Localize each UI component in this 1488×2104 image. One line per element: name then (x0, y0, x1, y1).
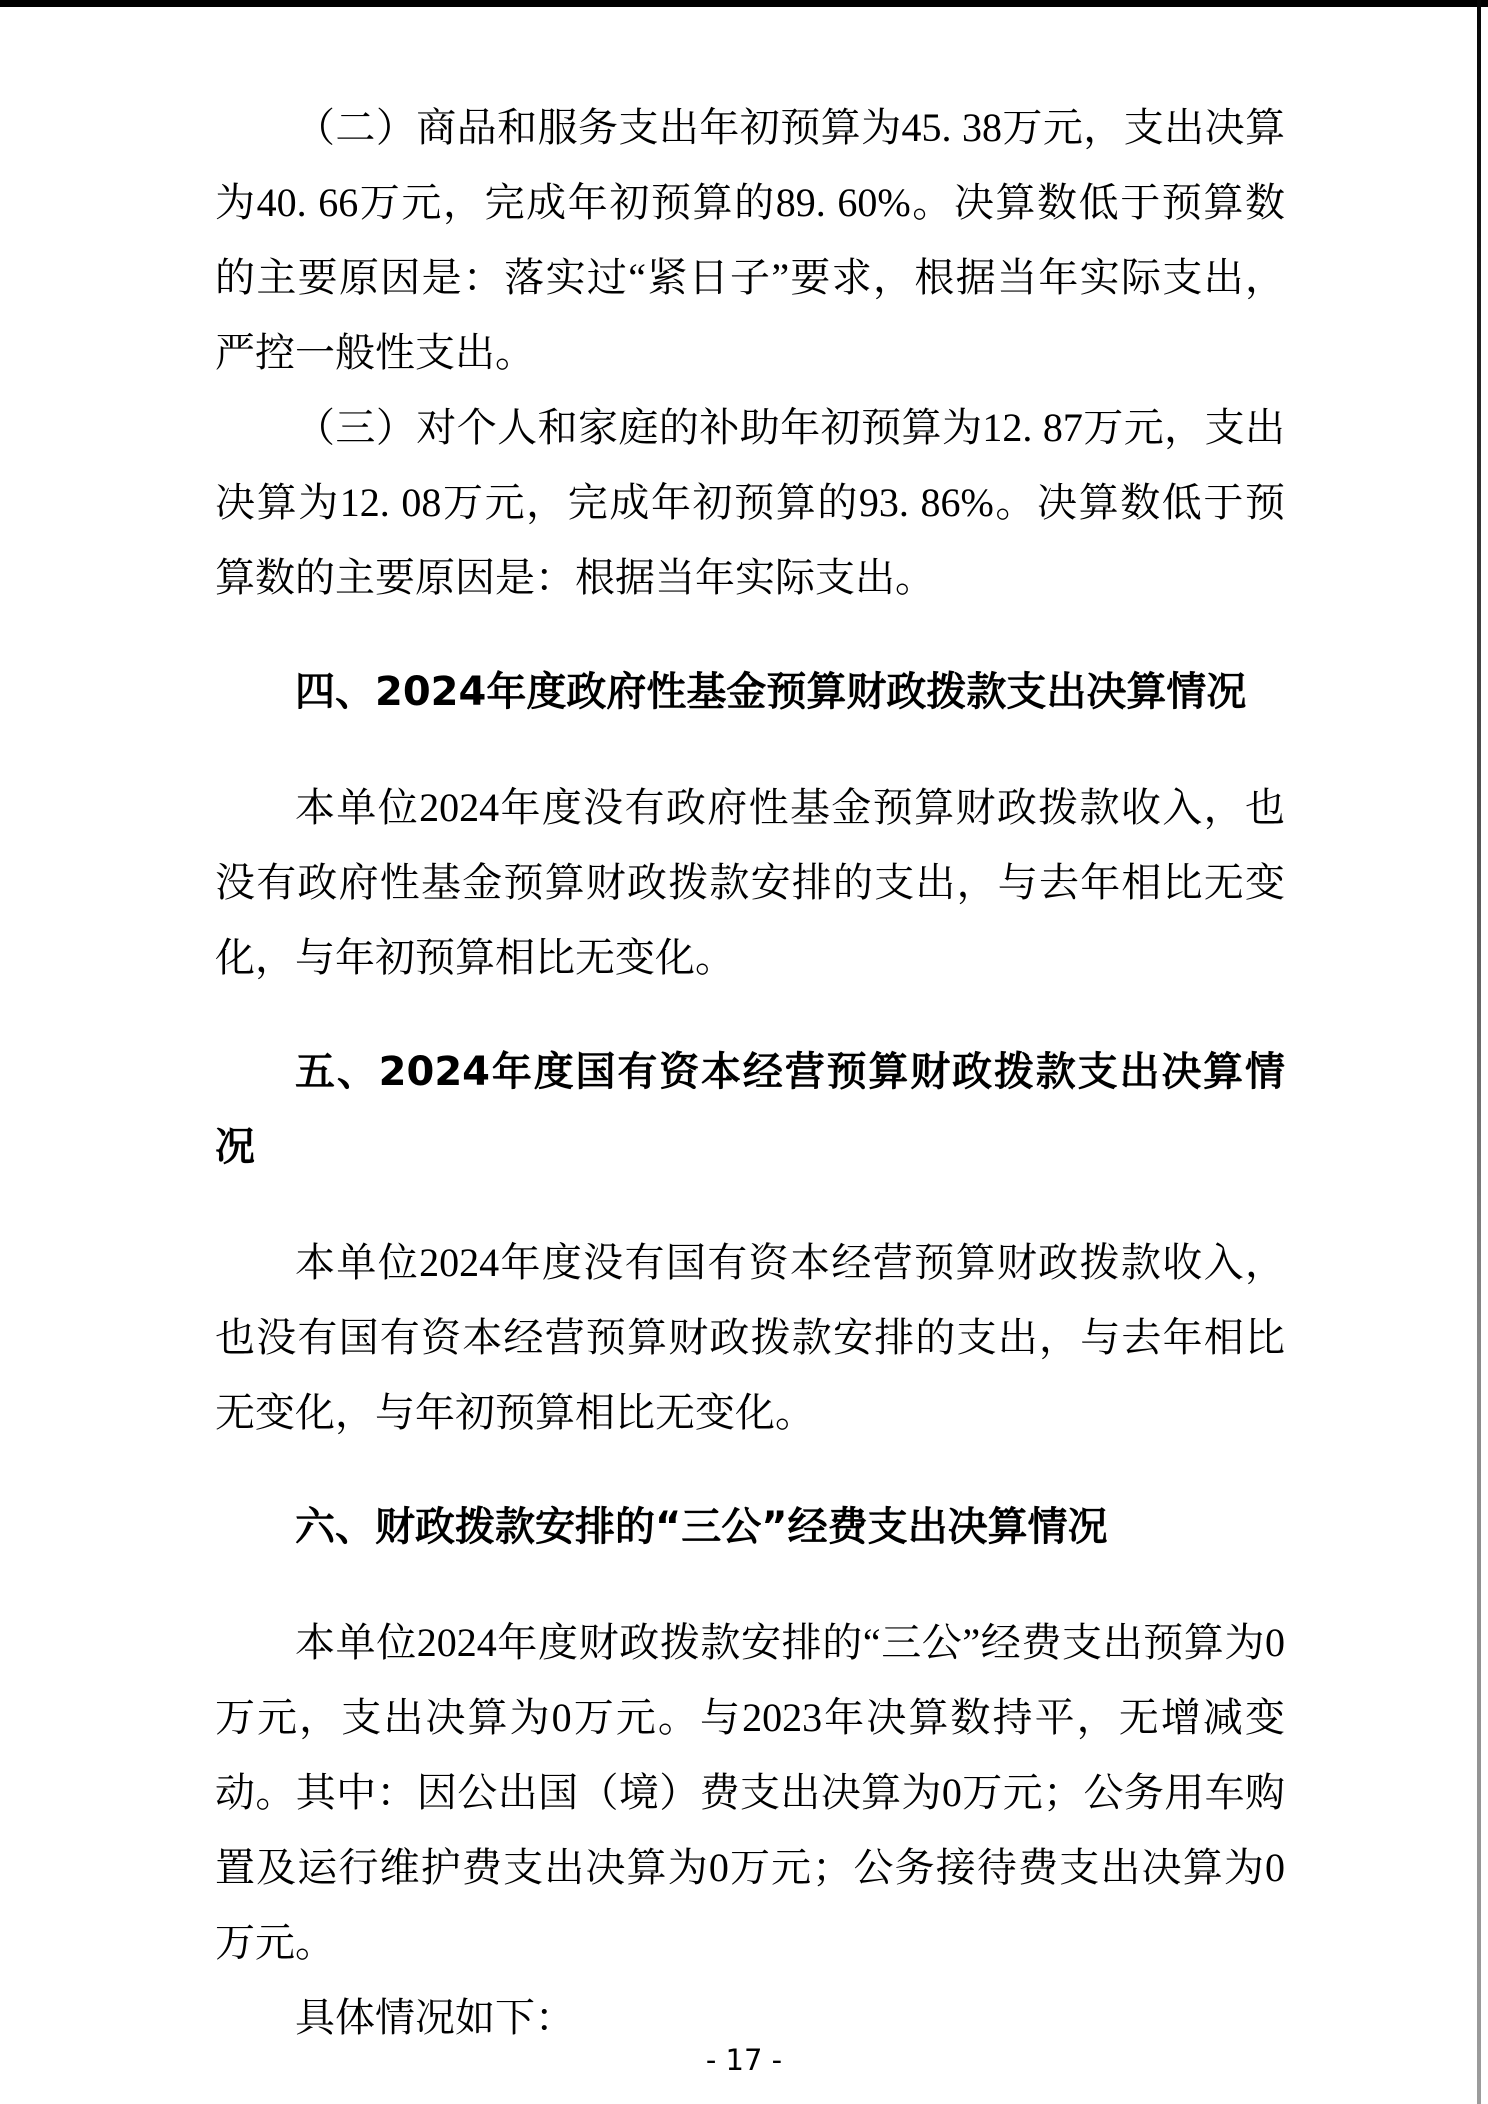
paragraph-government-fund-budget-detail: 本单位2024年度没有政府性基金预算财政拨款收入，也没有政府性基金预算财政拨款安排的支出，与去年相比无变化，与年初预算相比无变化。 (215, 785, 1285, 980)
paragraph-details-as-follows: 具体情况如下： (295, 1995, 575, 2040)
page-number: - 17 - (705, 2043, 783, 2077)
paragraph-three-public-expenses-detail: 本单位2024年度财政拨款安排的“三公”经费支出预算为0万元，支出决算为0万元。与2023年决算数持平，无增减变动。其中：因公出国（境）费支出决算为0万元；公务用车购置及运行维护费支出决算为0万元；公务接待费支出决算为0万元。 (215, 1620, 1285, 1965)
section-heading-4-government-fund-budget: 四、2024年度政府性基金预算财政拨款支出决算情况 (295, 669, 1247, 715)
scan-artifact-right-line (1477, 0, 1481, 2104)
scan-edge-top-bar (0, 0, 1488, 7)
paragraph-individual-family-subsidy: （三）对个人和家庭的补助年初预算为12. 87万元，支出决算为12. 08万元，完成年初预算的93. 86%。决算数低于预算数的主要原因是：根据当年实际支出。 (215, 405, 1285, 600)
section-heading-6-three-public-expenses: 六、财政拨款安排的“三公”经费支出决算情况 (295, 1504, 1108, 1550)
document-body (215, 90, 1285, 2055)
section-heading-5-state-capital-budget: 五、2024年度国有资本经营预算财政拨款支出决算情况 (215, 1049, 1285, 1170)
paragraph-goods-and-services-expenditure: （二）商品和服务支出年初预算为45. 38万元，支出决算为40. 66万元，完成年初预算的89. 60%。决算数低于预算数的主要原因是：落实过“紧日子”要求，根据当年实际支出，严控一般性支出。 (215, 105, 1285, 375)
paragraph-state-capital-budget-detail: 本单位2024年度没有国有资本经营预算财政拨款收入，也没有国有资本经营预算财政拨款安排的支出，与去年相比无变化，与年初预算相比无变化。 (215, 1240, 1285, 1435)
